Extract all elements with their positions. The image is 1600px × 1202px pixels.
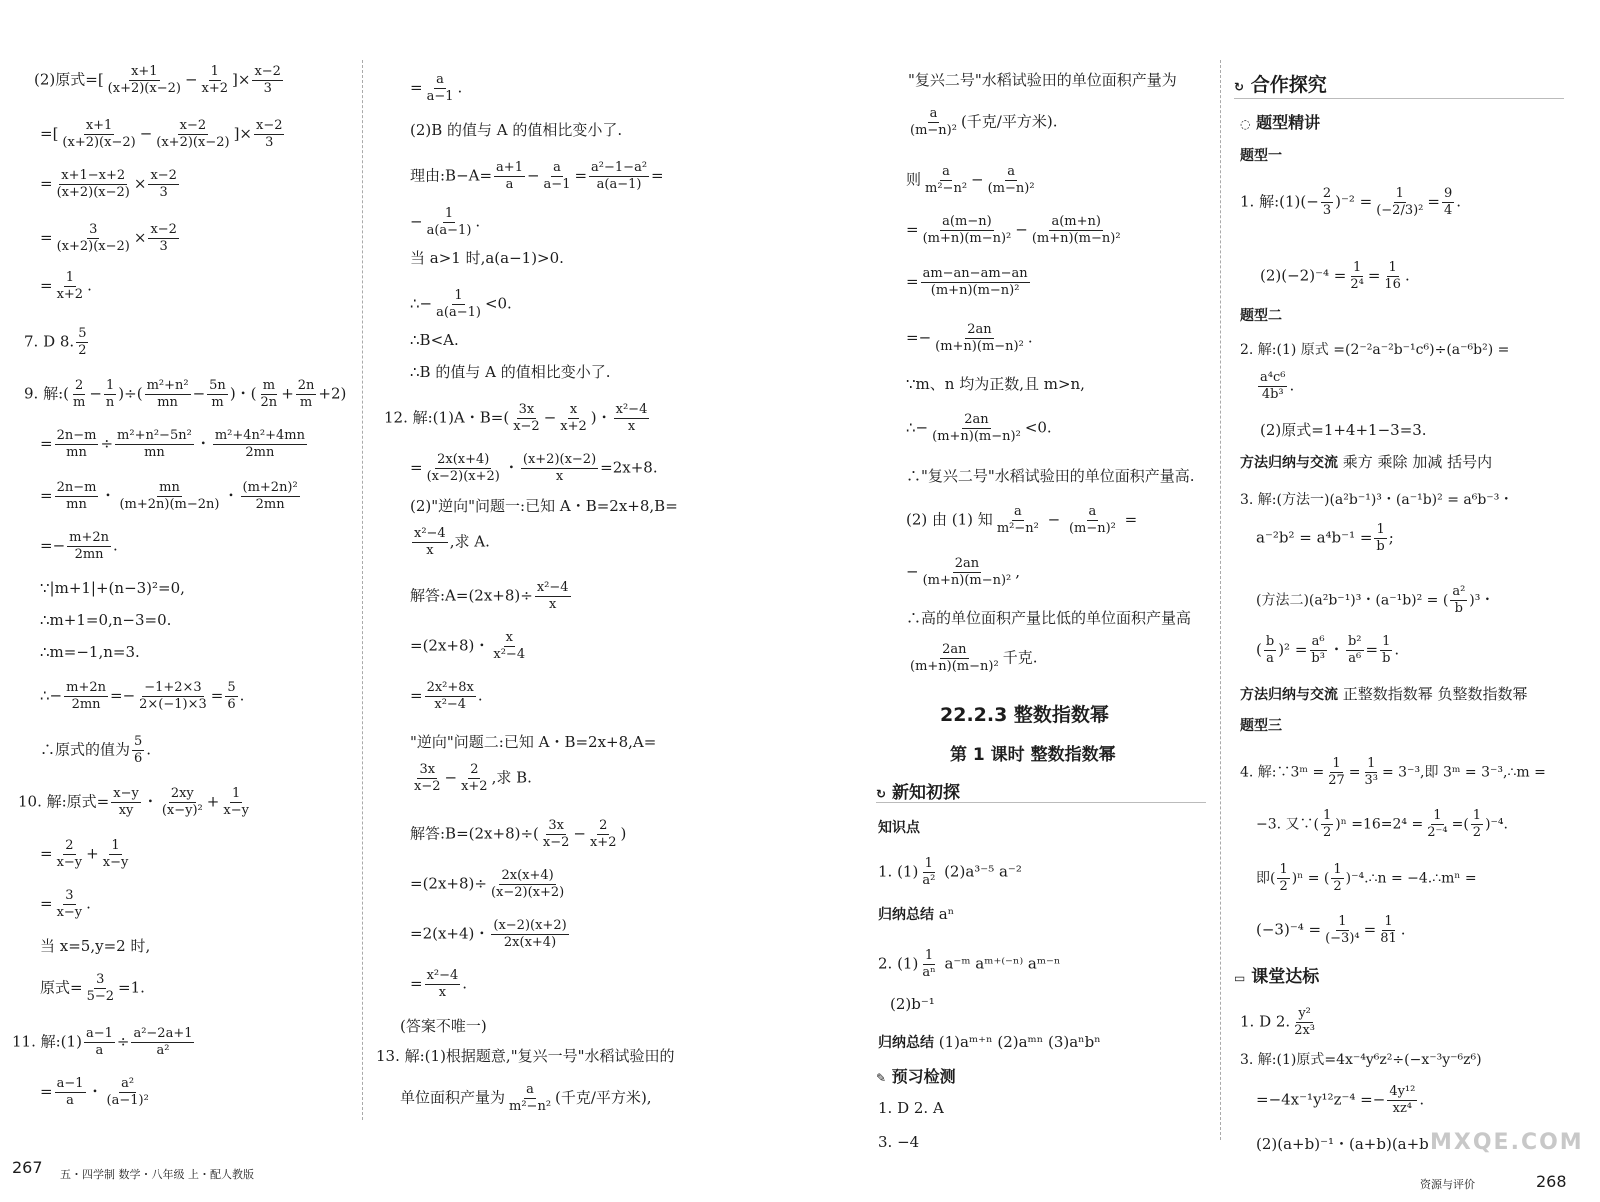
section-banner: ▭ 课堂达标 xyxy=(1234,967,1320,987)
eq-line: $\frac{3x}{x-2}$ − $\frac{2}{x+2}$ ,求 B. xyxy=(414,762,532,794)
eq-line: ∴− $\frac{2an}{\text{(m+n)(m−n)²}}$ <0. xyxy=(906,412,1052,444)
eq-line: a⁻²b² = a⁴b⁻¹ = $\frac{1}{b}$ ; xyxy=(1256,522,1394,554)
answer-line: (2)b⁻¹ xyxy=(890,995,935,1013)
eq-line: $\frac{\text{x²−4}}{x}$ ,求 A. xyxy=(414,526,490,558)
eq-line: = $\frac{3}{x-y}$ . xyxy=(40,888,91,920)
eq-line: 单位面积产量为 $\frac{a}{\text{m²−n²}}$ (千克/平方米), xyxy=(400,1082,652,1114)
eq-line: = $\frac{3}{(x+2)(x-2)}$ × $\frac{x-2}{3}$ xyxy=(40,222,177,254)
subheading: 题型三 xyxy=(1240,718,1282,734)
circle-arrow-icon: ◌ xyxy=(1240,117,1251,131)
eq-line: =−4x⁻¹y¹²z⁻⁴ =− $\frac{\text{4y¹²}}{\text{xz⁴}}$ . xyxy=(1256,1084,1425,1116)
eq-line: ∴− $\frac{m+2n}{2mn}$ =− $\frac{-1+2\times 3}{2\times(-1)\times 3}$ = $\frac{5}{6}$ . xyxy=(40,680,245,712)
eq-line: = $\frac{2n-m}{mn}$ ÷ $\frac{\text{m²+n²−5n²}}{mn}$ ・ $\frac{\text{m²+4n²+4mn}}{2mn}$ xyxy=(40,428,305,460)
eq-line: (2) 由 (1) 知 $\frac{a}{\text{m²−n²}}$ − $\frac{a}{\text{(m−n)²}}$ = xyxy=(906,504,1138,536)
eq-line: = $\frac{a}{a-1}$ . xyxy=(410,72,463,104)
eq-line: − $\frac{1}{a(a-1)}$ . xyxy=(410,206,481,238)
text-line: (2)(a+b)⁻¹・(a+b)(a+b xyxy=(1256,1135,1429,1153)
eq-line: − $\frac{2an}{\text{(m+n)(m−n)²}}$ , xyxy=(906,556,1021,588)
eq-line: =(2x+8)・ $\frac{x}{\text{x²−4}}$ xyxy=(410,630,526,662)
eq-line: = $\frac{2x(x+4)}{(x-2)(x+2)}$ ・ $\frac{(x+2)(x-2)}{x}$ =2x+8. xyxy=(410,452,658,484)
eq-line: ( $\frac{b}{a}$ )² = $\frac{\text{a⁶}}{\text{b³}}$ ・ $\frac{\text{b²}}{\text{a⁶}}$ = $\frac{1}{b}$ . xyxy=(1256,634,1400,666)
eq-line: 1. 解:(1)(− $\frac{2}{3}$ )⁻² = $\frac{1}{\text{(−2/3)²}}$ = $\frac{9}{4}$ . xyxy=(1240,186,1462,218)
summary-line: 归纳总结 (1)aᵐ⁺ⁿ (2)aᵐⁿ (3)aⁿbⁿ xyxy=(878,1033,1101,1051)
eq-line: 即( $\frac{1}{2}$ )ⁿ = ( $\frac{1}{2}$ )⁻⁴.∴n = −4.∴mⁿ = xyxy=(1256,862,1477,894)
divider xyxy=(1234,98,1564,99)
text-line: ∴m+1=0,n−3=0. xyxy=(40,611,172,629)
subheading: 知识点 xyxy=(878,820,920,836)
section-banner: ↻ 新知初探 xyxy=(876,783,960,803)
column-divider xyxy=(362,60,363,1120)
page-number-left: 267 xyxy=(12,1158,43,1177)
eq-line: =[ $\frac{x+1}{(x+2)(x-2)}$ − $\frac{x-2}{(x+2)(x-2)}$ ]× $\frac{x-2}{3}$ xyxy=(40,118,283,150)
text-line: ∴高的单位面积产量比低的单位面积产量高 xyxy=(906,609,1192,627)
eq-line: 12. 解:(1)A・B=( $\frac{3x}{x-2}$ − $\frac{x}{x+2}$ )・ $\frac{\text{x²−4}}{x}$ xyxy=(384,402,648,434)
text-line: ∴"复兴二号"水稻试验田的单位面积产量高. xyxy=(906,467,1195,485)
answer-line: 1. (1) $\frac{1}{\text{a²}}$ (2)a³⁻⁵ a⁻² xyxy=(878,856,1022,888)
eq-line: =2(x+4)・ $\frac{(x-2)(x+2)}{2x(x+4)}$ xyxy=(410,918,567,950)
text-line: 3. 解:(方法一)(a²b⁻¹)³・(a⁻¹b)² = a⁶b⁻³・ xyxy=(1240,492,1514,508)
subheading: 题型二 xyxy=(1240,308,1282,324)
method-line: 方法归纳与交流 正整数指数幂 负整数指数幂 xyxy=(1240,685,1528,703)
eq-line: (−3)⁻⁴ = $\frac{1}{\text{(−3)⁴}}$ = $\frac{1}{81}$ . xyxy=(1256,914,1406,946)
text-line: ∵|m+1|+(n−3)²=0, xyxy=(40,579,185,597)
text-line: 当 a>1 时,a(a−1)>0. xyxy=(410,249,564,267)
eq-line: =− $\frac{m+2n}{2mn}$ . xyxy=(40,530,118,562)
summary-line: 归纳总结 aⁿ xyxy=(878,905,955,923)
eq-line: 10. 解:原式= $\frac{x-y}{xy}$ ・ $\frac{2xy}{\text{(x−y)²}}$ + $\frac{1}{x-y}$ xyxy=(18,786,249,818)
divider xyxy=(876,802,1206,803)
section-banner: ↻ 合作探究 xyxy=(1234,74,1327,96)
eq-line: 理由:B−A= $\frac{a+1}{a}$ − $\frac{a}{a-1}$ = $\frac{\text{a²−1−a²}}{a(a-1)}$ = xyxy=(410,160,664,192)
text-line: 3. 解:(1)原式=4x⁻⁴y⁶z²÷(−x⁻³y⁻⁶z⁶) xyxy=(1240,1052,1482,1068)
eq-line: =− $\frac{2an}{\text{(m+n)(m−n)²}}$ . xyxy=(906,322,1033,354)
eq-line: 则 $\frac{a}{\text{m²−n²}}$ − $\frac{a}{\text{(m−n)²}}$ xyxy=(906,164,1035,196)
text-line: 2. 解:(1) 原式 =(2⁻²a⁻²b⁻¹c⁶)÷(a⁻⁶b²) = xyxy=(1240,342,1510,358)
footer-note-right: 资源与评价 xyxy=(1420,1178,1475,1191)
eq-line: 4. 解:∵3ᵐ = $\frac{1}{27}$ = $\frac{1}{\text{3³}}$ = 3⁻³,即 3ᵐ = 3⁻³,∴m = xyxy=(1240,756,1546,788)
text-line: 13. 解:(1)根据题意,"复兴一号"水稻试验田的 xyxy=(376,1047,675,1065)
eq-line: = $\frac{am-an-am-an}{\text{(m+n)(m−n)²}}$ xyxy=(906,266,1028,298)
eq-line: (2)(−2)⁻⁴ = $\frac{1}{\text{2⁴}}$ = $\frac{1}{16}$ . xyxy=(1260,260,1410,292)
subheading: 题型一 xyxy=(1240,148,1282,164)
page-number-right: 268 xyxy=(1536,1172,1567,1191)
section-heading: 22.2.3 整数指数幂 xyxy=(940,704,1109,726)
answer-line: 7. D 8. $\frac{5}{2}$ xyxy=(24,326,87,358)
text-line: 当 x=5,y=2 时, xyxy=(40,937,151,955)
answer-line: 1. D 2. A xyxy=(878,1099,944,1117)
eq-line: 11. 解:(1) $\frac{a-1}{a}$ ÷ $\frac{\text{a²−2a+1}}{\text{a²}}$ xyxy=(12,1026,193,1058)
section-banner: ✎ 预习检测 xyxy=(876,1067,956,1086)
eq-line: ∴原式的值为 $\frac{5}{6}$ . xyxy=(40,734,152,766)
pencil-icon: ✎ xyxy=(876,1071,887,1085)
eq-line: = $\frac{a(m-n)}{\text{(m+n)(m−n)²}}$ − $\frac{a(m+n)}{\text{(m+n)(m−n)²}}$ xyxy=(906,214,1121,246)
text-line: (2)B 的值与 A 的值相比变小了. xyxy=(410,121,623,139)
text-line: "逆向"问题二:已知 A・B=2x+8,A= xyxy=(410,733,657,751)
eq-line: 9. 解:( $\frac{2}{m}$ − $\frac{1}{n}$ )÷( $\frac{\text{m²+n²}}{mn}$ − $\frac{5n}{m}$ )・( $\frac{m}{2n}$ + $\frac{2n}{m}$ +2) xyxy=(24,378,347,410)
watermark: MXQE.COM xyxy=(1430,1130,1584,1155)
footer-note-left: 五・四学制 数学・八年级 上・配人教版 xyxy=(60,1168,254,1181)
text-line: (2)原式=1+4+1−3=3. xyxy=(1260,421,1427,439)
eq-line: ∴− $\frac{1}{a(a-1)}$ <0. xyxy=(410,288,512,320)
answer-line: 2. (1) $\frac{1}{\text{aⁿ}}$ a⁻ᵐ aᵐ⁺⁽⁻ⁿ⁾ aᵐ⁻ⁿ xyxy=(878,948,1061,980)
eq-line: = $\frac{2}{x-y}$ + $\frac{1}{x-y}$ xyxy=(40,838,129,870)
bookmark-icon: ↻ xyxy=(876,787,887,801)
eq-line: = $\frac{2n-m}{mn}$ ・ $\frac{mn}{(m+2n)(m-2n)}$ ・ $\frac{\text{(m+2n)²}}{2mn}$ xyxy=(40,480,298,512)
eq-line: = $\frac{1}{x+2}$ . xyxy=(40,270,92,302)
eq-line: 解答:A=(2x+8)÷ $\frac{\text{x²−4}}{x}$ xyxy=(410,580,569,612)
text-line: "复兴二号"水稻试验田的单位面积产量为 xyxy=(908,71,1177,89)
answer-line: 1. D 2. $\frac{\text{y²}}{\text{2x³}}$ xyxy=(1240,1006,1316,1038)
bookmark-icon: ↻ xyxy=(1234,80,1245,94)
text-line: ∵m、n 均为正数,且 m>n, xyxy=(906,375,1085,393)
book-icon: ▭ xyxy=(1234,971,1246,985)
eq-line: $\frac{a}{\text{(m−n)²}}$ (千克/平方米). xyxy=(910,106,1058,138)
column-divider xyxy=(1220,60,1221,1140)
eq-line: −3. 又∵( $\frac{1}{2}$ )ⁿ =16=2⁴ = $\frac{1}{\text{2⁻⁴}}$ =( $\frac{1}{2}$ )⁻⁴. xyxy=(1256,808,1508,840)
text-line: ∴m=−1,n=3. xyxy=(40,643,140,661)
eq-line: = $\frac{x+1-x+2}{(x+2)(x-2)}$ × $\frac{x-2}{3}$ xyxy=(40,168,177,200)
text-line: ∴B 的值与 A 的值相比变小了. xyxy=(410,363,611,381)
eq-line: =(2x+8)÷ $\frac{2x(x+4)}{(x-2)(x+2)}$ xyxy=(410,868,565,900)
text-line: ∴B<A. xyxy=(410,331,459,349)
eq-line: $\frac{\text{a⁴c⁶}}{\text{4b³}}$ . xyxy=(1260,370,1295,402)
eq-line: = $\frac{\text{2x²+8x}}{\text{x²−4}}$ . xyxy=(410,680,483,712)
text-line: (答案不唯一) xyxy=(400,1017,487,1035)
eq-line: 解答:B=(2x+8)÷( $\frac{3x}{x-2}$ − $\frac{2}{x+2}$ ) xyxy=(410,818,627,850)
subsection-heading: ◌ 题型精讲 xyxy=(1240,113,1321,132)
eq-line: 原式= $\frac{3}{5-2}$ =1. xyxy=(40,972,145,1004)
method-line: 方法归纳与交流 乘方 乘除 加减 括号内 xyxy=(1240,453,1493,471)
answer-line: 3. −4 xyxy=(878,1133,920,1151)
lesson-heading: 第 1 课时 整数指数幂 xyxy=(950,745,1116,765)
eq-line: = $\frac{\text{x²−4}}{x}$ . xyxy=(410,968,468,1000)
eq-line: (方法二)(a²b⁻¹)³・(a⁻¹b)² = ( $\frac{\text{a²}}{b}$ )³・ xyxy=(1256,584,1495,616)
text-line: (2)"逆向"问题一:已知 A・B=2x+8,B= xyxy=(410,497,678,515)
eq-line: $\frac{2an}{\text{(m+n)(m−n)²}}$ 千克. xyxy=(910,642,1038,674)
eq-line: (2)原式=[ $\frac{x+1}{(x+2)(x-2)}$ − $\frac{1}{x+2}$ ]× $\frac{x-2}{3}$ xyxy=(34,64,281,96)
eq-line: = $\frac{a-1}{a}$ ・ $\frac{\text{a²}}{\text{(a−1)²}}$ xyxy=(40,1076,149,1108)
